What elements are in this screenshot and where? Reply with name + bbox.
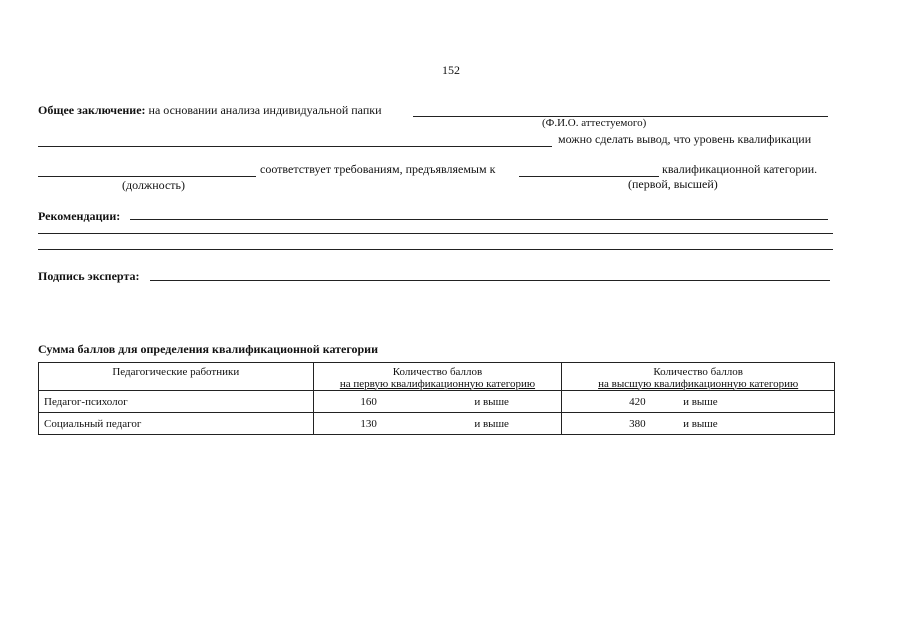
role-cell xyxy=(39,391,314,413)
highest-score: 420 xyxy=(629,395,646,408)
header-cell-first xyxy=(313,363,562,391)
conclusion-text: на основании анализа индивидуальной папки xyxy=(148,103,382,117)
header-highest-line1: Количество баллов xyxy=(653,365,743,378)
table-header-row xyxy=(39,363,835,391)
table-row xyxy=(39,413,835,435)
table-row xyxy=(39,391,835,413)
fio-caption: (Ф.И.О. аттестуемого) xyxy=(542,117,647,129)
recommendations-line-1[interactable] xyxy=(130,219,828,220)
header-workers: Педагогические работники xyxy=(112,366,240,378)
signature-label: Подпись эксперта: xyxy=(38,269,140,283)
first-score-suffix: и выше xyxy=(474,417,509,430)
role-cell xyxy=(39,413,314,435)
conclusion-line-1 xyxy=(38,103,382,118)
header-first-line2: на первую квалификационную категорию xyxy=(339,377,536,390)
highest-score-suffix: и выше xyxy=(683,395,718,408)
position-caption: (должность) xyxy=(122,178,185,192)
requirements-text: соответствует требованиям, предъявляемым к xyxy=(260,162,496,176)
first-score: 160 xyxy=(360,395,377,408)
role-name: Социальный педагог xyxy=(44,417,142,430)
position-field-line[interactable] xyxy=(38,176,256,177)
category-caption: (первой, высшей) xyxy=(628,177,718,191)
scores-table xyxy=(38,362,835,435)
fio-continuation-line[interactable] xyxy=(38,146,552,147)
role-name: Педагог-психолог xyxy=(44,395,128,408)
first-score-cell xyxy=(313,391,562,413)
conclusion-label: Общее заключение: xyxy=(38,103,146,117)
highest-score-cell xyxy=(562,391,835,413)
recommendations-line-3[interactable] xyxy=(38,249,833,250)
recommendations-label: Рекомендации: xyxy=(38,209,121,223)
header-highest-line2: на высшую квалификационную категорию xyxy=(598,377,799,390)
first-score-cell xyxy=(313,413,562,435)
first-score-suffix: и выше xyxy=(474,395,509,408)
scores-title: Сумма баллов для определения квалификационной категории xyxy=(38,342,379,356)
header-cell-workers xyxy=(39,363,314,391)
signature-line[interactable] xyxy=(150,280,830,281)
highest-score-cell xyxy=(562,413,835,435)
header-first-line1: Количество баллов xyxy=(392,365,483,378)
header-cell-highest xyxy=(562,363,835,391)
page-number: 152 xyxy=(442,63,460,77)
highest-score-suffix: и выше xyxy=(683,417,718,430)
conclusion-qualification-text: можно сделать вывод, что уровень квалификации xyxy=(558,132,812,146)
first-score: 130 xyxy=(360,417,377,430)
category-text: квалификационной категории. xyxy=(662,162,818,176)
recommendations-line-2[interactable] xyxy=(38,233,833,234)
highest-score: 380 xyxy=(629,417,646,430)
